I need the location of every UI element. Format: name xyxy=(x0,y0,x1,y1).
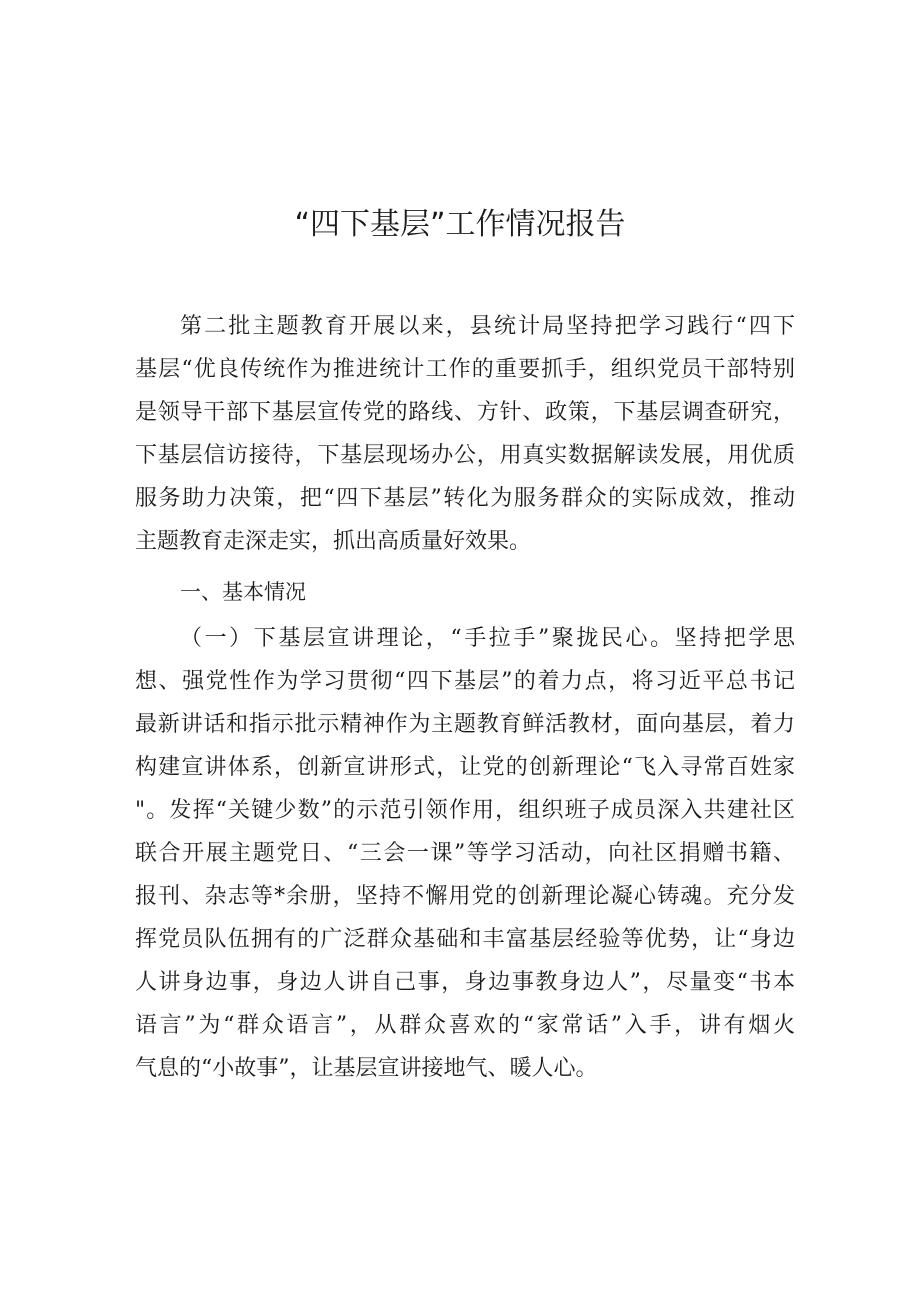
paragraph-2-line: 想、强党性作为学习贯彻“四下基层”的着力点，将习近平总书记 xyxy=(135,669,795,694)
document-title: “四下基层”工作情况报告 xyxy=(294,207,626,242)
paragraph-1-line: 主题教育走深走实，抓出高质量好效果。 xyxy=(135,529,532,554)
paragraph-1-line: 服务助力决策，把“四下基层”转化为服务群众的实际成效，推动 xyxy=(135,486,795,511)
paragraph-2-line: 语言”为“群众语言”，从群众喜欢的“家常话”入手，讲有烟火 xyxy=(135,1013,795,1038)
paragraph-1-line: 基层“优良传统作为推进统计工作的重要抓手，组织党员干部特别 xyxy=(135,357,795,382)
paragraph-2-line: 人讲身边事，身边人讲自己事，身边事教身边人”，尽量变“书本 xyxy=(135,970,795,995)
paragraph-2-line: 报刊、杂志等*余册，坚持不懈用党的创新理论凝心铸魂。充分发 xyxy=(135,884,795,909)
paragraph-2-line: 气息的“小故事”，让基层宣讲接地气、暖人心。 xyxy=(135,1056,598,1081)
paragraph-2-line: 构建宣讲体系，创新宣讲形式，让党的创新理论“飞入寻常百姓家 xyxy=(135,755,795,780)
paragraph-1-line: 下基层信访接待，下基层现场办公，用真实数据解读发展，用优质 xyxy=(135,443,795,468)
paragraph-1-line: 第二批主题教育开展以来，县统计局坚持把学习践行“四下 xyxy=(180,314,795,339)
paragraph-2-line: "。发挥“关键少数”的示范引领作用，组织班子成员深入共建社区 xyxy=(135,798,795,823)
paragraph-2-line: 最新讲话和指示批示精神作为主题教育鲜活教材，面向基层，着力 xyxy=(135,712,795,737)
section-heading: 一、基本情况 xyxy=(180,580,306,604)
paragraph-2-line: 联合开展主题党日、“三会一课”等学习活动，向社区捐赠书籍、 xyxy=(135,841,795,866)
paragraph-2-line: 挥党员队伍拥有的广泛群众基础和丰富基层经验等优势，让“身边 xyxy=(135,927,795,952)
paragraph-1-line: 是领导干部下基层宣传党的路线、方针、政策，下基层调查研究， xyxy=(135,400,795,425)
paragraph-2-line: （一）下基层宣讲理论，“手拉手”聚拢民心。坚持把学思 xyxy=(180,626,795,651)
